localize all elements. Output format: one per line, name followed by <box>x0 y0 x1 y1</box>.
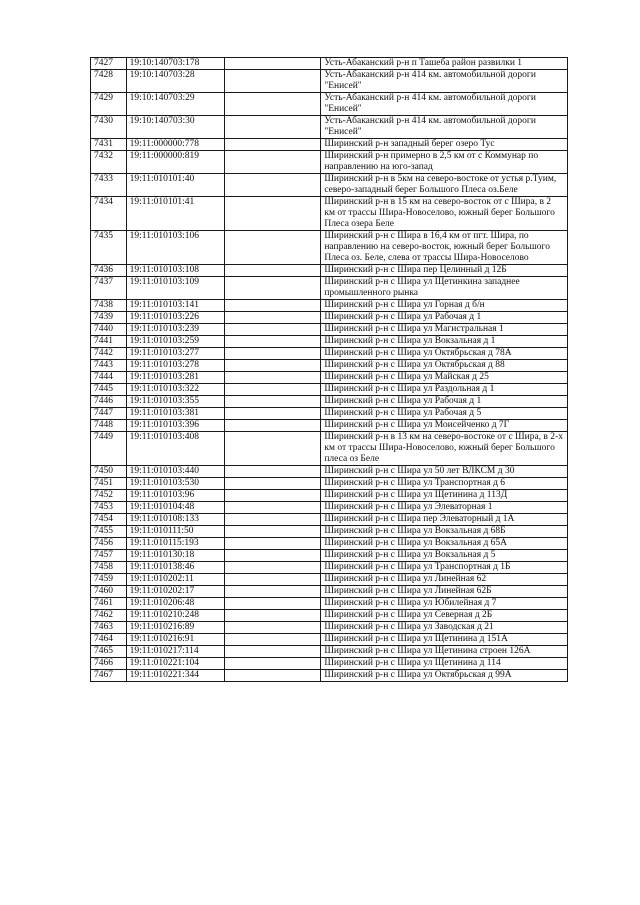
address-cell: Ширинский р-н с Шира ул Майская д 25 <box>321 372 568 384</box>
table-row <box>91 277 568 300</box>
cadastral-number: 19:10:140703:28 <box>126 70 224 93</box>
row-number: 7452 <box>91 490 127 502</box>
address-cell: Ширинский р-н с Шира ул Магистральная 1 <box>321 324 568 336</box>
row-number: 7454 <box>91 514 127 526</box>
table-row <box>91 231 568 265</box>
table-row <box>91 151 568 174</box>
address-cell: Усть-Абаканский р-н 414 км. автомобильной дороги "Енисей" <box>321 70 568 93</box>
address-cell: Ширинский р-н с Шира ул Горная д б/н <box>321 300 568 312</box>
cadastral-number: 19:11:010221:344 <box>126 670 224 682</box>
cadastral-number: 19:11:010216:89 <box>126 622 224 634</box>
row-number: 7458 <box>91 562 127 574</box>
table-row <box>91 598 568 610</box>
row-number: 7436 <box>91 265 127 277</box>
empty-cell <box>224 478 321 490</box>
cadastral-number: 19:10:140703:30 <box>126 116 224 139</box>
row-number: 7466 <box>91 658 127 670</box>
address-cell: Ширинский р-н с Шира ул 50 лет ВЛКСМ д 30 <box>321 466 568 478</box>
table-row <box>91 658 568 670</box>
address-cell: Ширинский р-н с Шира ул Щетинина д 113Д <box>321 490 568 502</box>
address-cell: Ширинский р-н с Шира ул Щетинина д 114 <box>321 658 568 670</box>
empty-cell <box>224 562 321 574</box>
address-cell: Ширинский р-н с Шира ул Юбилейная д 7 <box>321 598 568 610</box>
empty-cell <box>224 360 321 372</box>
empty-cell <box>224 197 321 231</box>
cadastral-number: 19:11:010202:17 <box>126 586 224 598</box>
cadastral-number: 19:11:010103:396 <box>126 420 224 432</box>
row-number: 7446 <box>91 396 127 408</box>
row-number: 7453 <box>91 502 127 514</box>
empty-cell <box>224 277 321 300</box>
cadastral-number: 19:11:010217:114 <box>126 646 224 658</box>
empty-cell <box>224 231 321 265</box>
table-row <box>91 562 568 574</box>
row-number: 7430 <box>91 116 127 139</box>
empty-cell <box>224 598 321 610</box>
cadastral-number: 19:11:010101:41 <box>126 197 224 231</box>
cadastral-number: 19:11:010202:11 <box>126 574 224 586</box>
address-cell: Усть-Абаканский р-н 414 км. автомобильной дороги "Енисей" <box>321 93 568 116</box>
cadastral-number: 19:11:010103:277 <box>126 348 224 360</box>
table-row <box>91 336 568 348</box>
row-number: 7442 <box>91 348 127 360</box>
address-cell: Ширинский р-н с Шира ул Вокзальная д 68Б <box>321 526 568 538</box>
row-number: 7437 <box>91 277 127 300</box>
row-number: 7463 <box>91 622 127 634</box>
empty-cell <box>224 384 321 396</box>
row-number: 7443 <box>91 360 127 372</box>
row-number: 7438 <box>91 300 127 312</box>
row-number: 7433 <box>91 174 127 197</box>
table-row <box>91 372 568 384</box>
table-row <box>91 300 568 312</box>
address-cell: Ширинский р-н с Шира в 16,4 км от пгт. Шира, по направлению на северо-восток, южный берег Большого Плеса оз. Беле, слева от трассы Шира-Новоселово <box>321 231 568 265</box>
table-row <box>91 116 568 139</box>
table-row <box>91 502 568 514</box>
empty-cell <box>224 348 321 360</box>
empty-cell <box>224 300 321 312</box>
cadastral-number: 19:11:010103:96 <box>126 490 224 502</box>
empty-cell <box>224 312 321 324</box>
address-cell: Ширинский р-н с Шира ул Октябрьская д 88 <box>321 360 568 372</box>
address-cell: Ширинский р-н с Шира ул Линейная 62 <box>321 574 568 586</box>
table-row <box>91 514 568 526</box>
address-cell: Ширинский р-н с Шира ул Рабочая д 1 <box>321 312 568 324</box>
row-number: 7449 <box>91 432 127 466</box>
empty-cell <box>224 70 321 93</box>
empty-cell <box>224 174 321 197</box>
row-number: 7429 <box>91 93 127 116</box>
address-cell: Ширинский р-н в 5км на северо-востоке от устья р.Туим, северо-западный берег Большого Плеса оз.Беле <box>321 174 568 197</box>
cadastral-number: 19:11:010111:50 <box>126 526 224 538</box>
address-cell: Ширинский р-н с Шира пер Элеваторный д 1А <box>321 514 568 526</box>
cadastral-number: 19:11:010221:104 <box>126 658 224 670</box>
address-cell: Ширинский р-н с Шира ул Элеваторная 1 <box>321 502 568 514</box>
cadastral-number: 19:11:010103:141 <box>126 300 224 312</box>
row-number: 7457 <box>91 550 127 562</box>
empty-cell <box>224 634 321 646</box>
row-number: 7431 <box>91 139 127 151</box>
address-cell: Усть-Абаканский р-н 414 км. автомобильной дороги "Енисей" <box>321 116 568 139</box>
cadastral-number: 19:11:010103:530 <box>126 478 224 490</box>
table-row <box>91 586 568 598</box>
cadastral-number: 19:11:010103:440 <box>126 466 224 478</box>
empty-cell <box>224 610 321 622</box>
row-number: 7462 <box>91 610 127 622</box>
empty-cell <box>224 408 321 420</box>
address-cell: Ширинский р-н с Шира ул Северная д 2Б <box>321 610 568 622</box>
address-cell: Ширинский р-н с Шира ул Октябрьская д 78А <box>321 348 568 360</box>
empty-cell <box>224 336 321 348</box>
table-row <box>91 348 568 360</box>
address-cell: Ширинский р-н с Шира ул Щетинкина западнее промышленного рынка <box>321 277 568 300</box>
row-number: 7427 <box>91 58 127 70</box>
row-number: 7451 <box>91 478 127 490</box>
empty-cell <box>224 514 321 526</box>
table-row <box>91 139 568 151</box>
table-row <box>91 432 568 466</box>
row-number: 7464 <box>91 634 127 646</box>
address-cell: Ширинский р-н с Шира ул Вокзальная д 1 <box>321 336 568 348</box>
cadastral-number: 19:11:010206:48 <box>126 598 224 610</box>
table-row <box>91 396 568 408</box>
table-row <box>91 174 568 197</box>
cadastral-number: 19:11:000000:778 <box>126 139 224 151</box>
cadastral-number: 19:11:010103:109 <box>126 277 224 300</box>
address-cell: Ширинский р-н с Шира ул Щетинина строен 126А <box>321 646 568 658</box>
table-row <box>91 646 568 658</box>
row-number: 7441 <box>91 336 127 348</box>
empty-cell <box>224 151 321 174</box>
empty-cell <box>224 58 321 70</box>
address-cell: Ширинский р-н западный берег озеро Тус <box>321 139 568 151</box>
cadastral-number: 19:11:000000:819 <box>126 151 224 174</box>
empty-cell <box>224 526 321 538</box>
empty-cell <box>224 646 321 658</box>
empty-cell <box>224 538 321 550</box>
empty-cell <box>224 93 321 116</box>
empty-cell <box>224 139 321 151</box>
row-number: 7434 <box>91 197 127 231</box>
empty-cell <box>224 574 321 586</box>
address-cell: Ширинский р-н с Шира ул Октябрьская д 99А <box>321 670 568 682</box>
row-number: 7456 <box>91 538 127 550</box>
address-cell: Ширинский р-н с Шира ул Заводская д 21 <box>321 622 568 634</box>
cadastral-number: 19:11:010103:408 <box>126 432 224 466</box>
table-row <box>91 490 568 502</box>
row-number: 7435 <box>91 231 127 265</box>
row-number: 7447 <box>91 408 127 420</box>
address-cell: Ширинский р-н с Шира ул Линейная 62Б <box>321 586 568 598</box>
cadastral-number: 19:11:010108:133 <box>126 514 224 526</box>
table-row <box>91 70 568 93</box>
row-number: 7444 <box>91 372 127 384</box>
row-number: 7428 <box>91 70 127 93</box>
table-row <box>91 93 568 116</box>
table-row <box>91 408 568 420</box>
cadastral-number: 19:11:010103:322 <box>126 384 224 396</box>
address-cell: Ширинский р-н с Шира ул Вокзальная д 65А <box>321 538 568 550</box>
address-cell: Ширинский р-н с Шира ул Моисейченко д 7Г <box>321 420 568 432</box>
table-row <box>91 538 568 550</box>
table-row <box>91 324 568 336</box>
address-cell: Ширинский р-н с Шира ул Раздольная д 1 <box>321 384 568 396</box>
empty-cell <box>224 622 321 634</box>
cadastral-number: 19:11:010103:281 <box>126 372 224 384</box>
table-row <box>91 610 568 622</box>
address-cell: Ширинский р-н с Шира ул Вокзальная д 5 <box>321 550 568 562</box>
address-cell: Ширинский р-н с Шира ул Щетинина д 151А <box>321 634 568 646</box>
address-cell: Ширинский р-н с Шира ул Рабочая д 5 <box>321 408 568 420</box>
cadastral-number: 19:10:140703:29 <box>126 93 224 116</box>
address-cell: Ширинский р-н примерно в 2,5 км от с Коммунар по направлению на юго-запад <box>321 151 568 174</box>
empty-cell <box>224 550 321 562</box>
table-row <box>91 384 568 396</box>
empty-cell <box>224 116 321 139</box>
address-cell: Усть-Абаканский р-н п Ташеба район развилки 1 <box>321 58 568 70</box>
cadastral-number: 19:11:010103:106 <box>126 231 224 265</box>
row-number: 7448 <box>91 420 127 432</box>
table-row <box>91 420 568 432</box>
cadastral-number: 19:11:010115:193 <box>126 538 224 550</box>
row-number: 7445 <box>91 384 127 396</box>
cadastral-number: 19:11:010138:46 <box>126 562 224 574</box>
table-row <box>91 197 568 231</box>
row-number: 7432 <box>91 151 127 174</box>
table-row <box>91 58 568 70</box>
empty-cell <box>224 420 321 432</box>
property-register-table <box>90 57 568 682</box>
empty-cell <box>224 265 321 277</box>
empty-cell <box>224 502 321 514</box>
cadastral-number: 19:11:010216:91 <box>126 634 224 646</box>
row-number: 7459 <box>91 574 127 586</box>
empty-cell <box>224 490 321 502</box>
address-cell: Ширинский р-н в 13 км на северо-востоке от с Шира, в 2-х км от трассы Шира-Новоселово, южный берег Большого плеса оз Беле <box>321 432 568 466</box>
table-row <box>91 634 568 646</box>
row-number: 7461 <box>91 598 127 610</box>
table-row <box>91 550 568 562</box>
empty-cell <box>224 466 321 478</box>
cadastral-number: 19:11:010103:108 <box>126 265 224 277</box>
empty-cell <box>224 432 321 466</box>
empty-cell <box>224 324 321 336</box>
row-number: 7440 <box>91 324 127 336</box>
table-row <box>91 312 568 324</box>
table-row <box>91 526 568 538</box>
empty-cell <box>224 670 321 682</box>
empty-cell <box>224 658 321 670</box>
table-body <box>91 58 568 682</box>
row-number: 7450 <box>91 466 127 478</box>
cadastral-number: 19:11:010103:239 <box>126 324 224 336</box>
empty-cell <box>224 586 321 598</box>
cadastral-number: 19:11:010101:40 <box>126 174 224 197</box>
row-number: 7455 <box>91 526 127 538</box>
address-cell: Ширинский р-н с Шира ул Транспортная д 1Б <box>321 562 568 574</box>
table-row <box>91 466 568 478</box>
cadastral-number: 19:11:010104:48 <box>126 502 224 514</box>
cadastral-number: 19:11:010103:226 <box>126 312 224 324</box>
address-cell: Ширинский р-н с Шира ул Транспортная д 6 <box>321 478 568 490</box>
table-row <box>91 360 568 372</box>
cadastral-number: 19:11:010103:381 <box>126 408 224 420</box>
address-cell: Ширинский р-н в 15 км на северо-восток от с Шира, в 2 км от трассы Шира-Новоселово, южный берег Большого Плеса озера Беле <box>321 197 568 231</box>
row-number: 7467 <box>91 670 127 682</box>
cadastral-number: 19:10:140703:178 <box>126 58 224 70</box>
cadastral-number: 19:11:010210:248 <box>126 610 224 622</box>
cadastral-number: 19:11:010103:355 <box>126 396 224 408</box>
table-row <box>91 670 568 682</box>
cadastral-number: 19:11:010130:18 <box>126 550 224 562</box>
row-number: 7465 <box>91 646 127 658</box>
address-cell: Ширинский р-н с Шира ул Рабочая д 1 <box>321 396 568 408</box>
row-number: 7460 <box>91 586 127 598</box>
cadastral-number: 19:11:010103:278 <box>126 360 224 372</box>
empty-cell <box>224 396 321 408</box>
table-row <box>91 478 568 490</box>
empty-cell <box>224 372 321 384</box>
table-row <box>91 265 568 277</box>
table-row <box>91 574 568 586</box>
address-cell: Ширинский р-н с Шира пер Целинный д 12Б <box>321 265 568 277</box>
row-number: 7439 <box>91 312 127 324</box>
cadastral-number: 19:11:010103:259 <box>126 336 224 348</box>
table-row <box>91 622 568 634</box>
